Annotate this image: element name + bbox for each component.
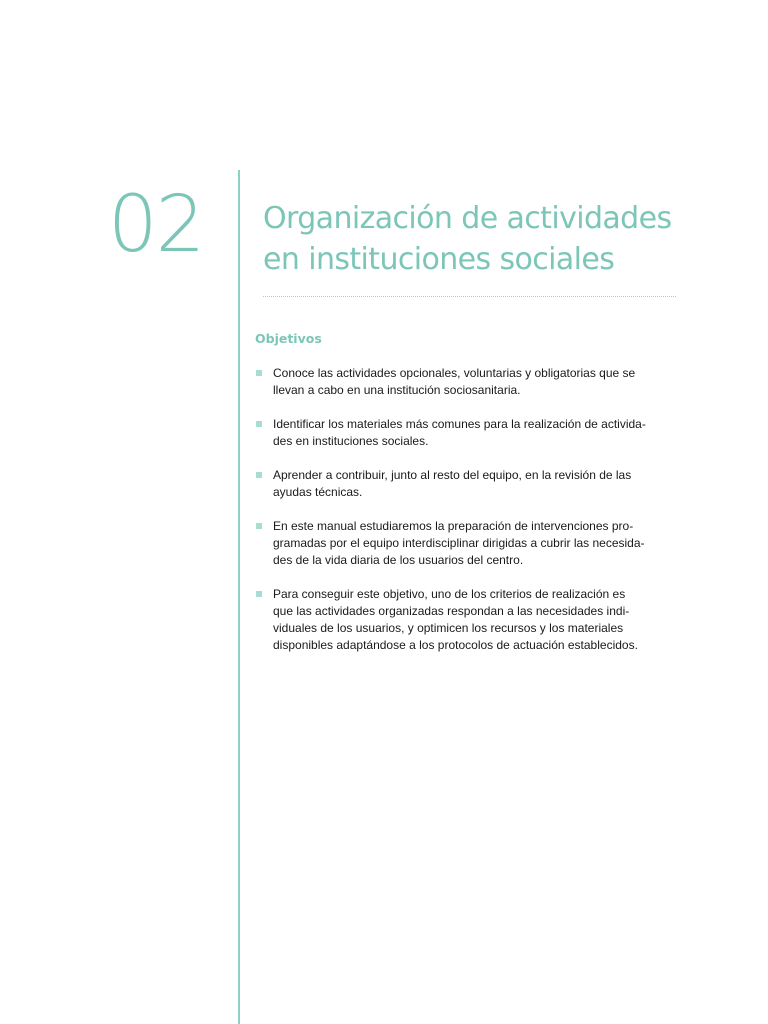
- objectives-heading: Objetivos: [255, 331, 322, 346]
- objective-text-line: disponibles adaptándose a los protocolos de actuación establecidos.: [273, 638, 638, 652]
- objective-item: [255, 365, 680, 399]
- objective-text-line: Identificar los materiales más comunes para la realización de activida-: [273, 417, 646, 431]
- objective-text-line: En este manual estudiaremos la preparación de intervenciones pro-: [273, 519, 634, 533]
- objective-item: [255, 467, 680, 501]
- chapter-number: 02: [108, 180, 204, 270]
- chapter-title: [263, 198, 723, 280]
- square-bullet-icon: [256, 591, 262, 597]
- objective-item: [255, 518, 680, 569]
- square-bullet-icon: [256, 472, 262, 478]
- objective-text-line: des en instituciones sociales.: [273, 434, 429, 448]
- square-bullet-icon: [256, 421, 262, 427]
- objective-text-line: llevan a cabo en una institución sociosanitaria.: [273, 383, 521, 397]
- dotted-separator: [263, 296, 676, 297]
- objective-text-line: que las actividades organizadas respondan a las necesidades indi-: [273, 604, 630, 618]
- objective-text-line: Conoce las actividades opcionales, voluntarias y obligatorias que se: [273, 366, 636, 380]
- chapter-title-line-1: Organización de actividades: [263, 201, 672, 236]
- objective-text-line: des de la vida diaria de los usuarios del centro.: [273, 553, 524, 567]
- objective-text-line: ayudas técnicas.: [273, 485, 363, 499]
- objective-text-line: Aprender a contribuir, junto al resto del equipo, en la revisión de las: [273, 468, 632, 482]
- objective-text-line: Para conseguir este objetivo, uno de los criterios de realización es: [273, 587, 626, 601]
- objective-item: [255, 586, 680, 654]
- vertical-divider: [238, 170, 240, 1024]
- objective-item: [255, 416, 680, 450]
- objective-text-line: gramadas por el equipo interdisciplinar dirigidas a cubrir las necesida-: [273, 536, 645, 550]
- square-bullet-icon: [256, 370, 262, 376]
- objective-text-line: viduales de los usuarios, y optimicen los recursos y los materiales: [273, 621, 624, 635]
- chapter-title-line-2: en instituciones sociales: [263, 242, 615, 277]
- objectives-list: [255, 365, 680, 654]
- square-bullet-icon: [256, 523, 262, 529]
